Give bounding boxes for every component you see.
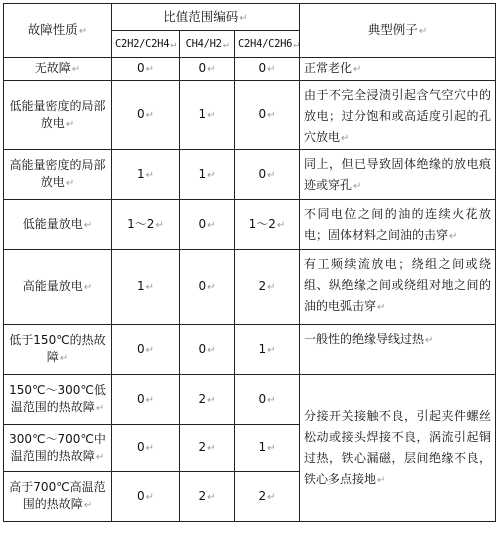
typical-example-cell: 有工频续流放电；绕组之间或绕组、纵绝缘之间或绕组对地之间的油的电弧击穿↵ <box>300 250 496 325</box>
ratio-code-cell-c2h4-c2h6: 2↵ <box>235 472 300 522</box>
ratio-code-cell-c2h4-c2h6: 1↵ <box>235 325 300 375</box>
fault-nature-cell: 高能量密度的局部放电↵ <box>4 150 112 200</box>
ratio-code-cell-c2h4-c2h6: 1～2↵ <box>235 200 300 250</box>
table-row <box>4 375 496 425</box>
ratio-code-cell-c2h2-c2h4: 0↵ <box>112 425 180 472</box>
fault-nature-cell: 300℃～700℃中温范围的热故障↵ <box>4 425 112 472</box>
fault-nature-cell: 150℃～300℃低温范围的热故障↵ <box>4 375 112 425</box>
ratio-code-cell-c2h4-c2h6: 0↵ <box>235 375 300 425</box>
fault-nature-header: 故障性质↵ <box>4 4 112 58</box>
ratio-code-cell-ch4-h2: 1↵ <box>180 81 235 150</box>
ratio-code-cell-c2h2-c2h4: 0↵ <box>112 325 180 375</box>
ratio-code-cell-ch4-h2: 1↵ <box>180 150 235 200</box>
table-row <box>4 150 496 200</box>
fault-nature-cell: 高于700℃高温范围的热故障↵ <box>4 472 112 522</box>
ratio-code-cell-c2h4-c2h6: 1↵ <box>235 425 300 472</box>
ratio-c2h2-c2h4-header: C2H2/C2H4↵ <box>112 31 180 58</box>
ratio-code-cell-c2h4-c2h6: 0↵ <box>235 81 300 150</box>
ratio-code-cell-ch4-h2: 2↵ <box>180 375 235 425</box>
ratio-code-cell-ch4-h2: 2↵ <box>180 425 235 472</box>
table-row <box>4 325 496 375</box>
typical-example-cell: 一般性的绝缘导线过热↵ <box>300 325 496 375</box>
ratio-code-cell-c2h4-c2h6: 0↵ <box>235 58 300 81</box>
ratio-code-cell-c2h2-c2h4: 1↵ <box>112 250 180 325</box>
fault-nature-cell: 无故障↵ <box>4 58 112 81</box>
fault-nature-cell: 低能量放电↵ <box>4 200 112 250</box>
typical-example-cell: 不同电位之间的油的连续火花放电；固体材料之间油的击穿↵ <box>300 200 496 250</box>
table-row <box>4 250 496 325</box>
ratio-code-cell-c2h2-c2h4: 1～2↵ <box>112 200 180 250</box>
ratio-code-cell-c2h2-c2h4: 1↵ <box>112 150 180 200</box>
ratio-code-cell-ch4-h2: 2↵ <box>180 472 235 522</box>
table-row <box>4 200 496 250</box>
ratio-code-cell-c2h2-c2h4: 0↵ <box>112 472 180 522</box>
ratio-code-cell-ch4-h2: 0↵ <box>180 200 235 250</box>
ratio-code-cell-c2h4-c2h6: 2↵ <box>235 250 300 325</box>
ratio-code-cell-ch4-h2: 0↵ <box>180 58 235 81</box>
fault-table <box>3 3 496 522</box>
typical-example-cell: 由于不完全浸渍引起含气空穴中的放电；过分饱和或高适度引起的孔穴放电↵ <box>300 81 496 150</box>
ratio-code-cell-c2h2-c2h4: 0↵ <box>112 81 180 150</box>
typical-example-cell: 正常老化↵ <box>300 58 496 81</box>
typical-example-cell: 同上，但已导致固体绝缘的放电痕迹或穿孔↵ <box>300 150 496 200</box>
fault-nature-cell: 低能量密度的局部放电↵ <box>4 81 112 150</box>
ratio-ch4-h2-header: CH4/H2↵ <box>180 31 235 58</box>
fault-table-body <box>4 4 496 522</box>
table-row <box>4 81 496 150</box>
ratio-code-cell-c2h2-c2h4: 0↵ <box>112 375 180 425</box>
ratio-code-cell-ch4-h2: 0↵ <box>180 250 235 325</box>
fault-nature-cell: 低于150℃的热故障↵ <box>4 325 112 375</box>
ratio-code-cell-c2h2-c2h4: 0↵ <box>112 58 180 81</box>
header-row <box>4 4 496 31</box>
ratio-code-cell-ch4-h2: 0↵ <box>180 325 235 375</box>
fault-nature-cell: 高能量放电↵ <box>4 250 112 325</box>
typical-example-cell: 分接开关接触不良，引起夹件螺丝松动或接头焊接不良，涡流引起铜过热，铁心漏磁，层间绝缘不良，铁心多点接地↵ <box>300 375 496 522</box>
ratio-c2h4-c2h6-header: C2H4/C2H6↵ <box>235 31 300 58</box>
table-row <box>4 58 496 81</box>
typical-example-header: 典型例子↵ <box>300 4 496 58</box>
ratio-code-cell-c2h4-c2h6: 0↵ <box>235 150 300 200</box>
ratio-code-header: 比值范围编码↵ <box>112 4 300 31</box>
